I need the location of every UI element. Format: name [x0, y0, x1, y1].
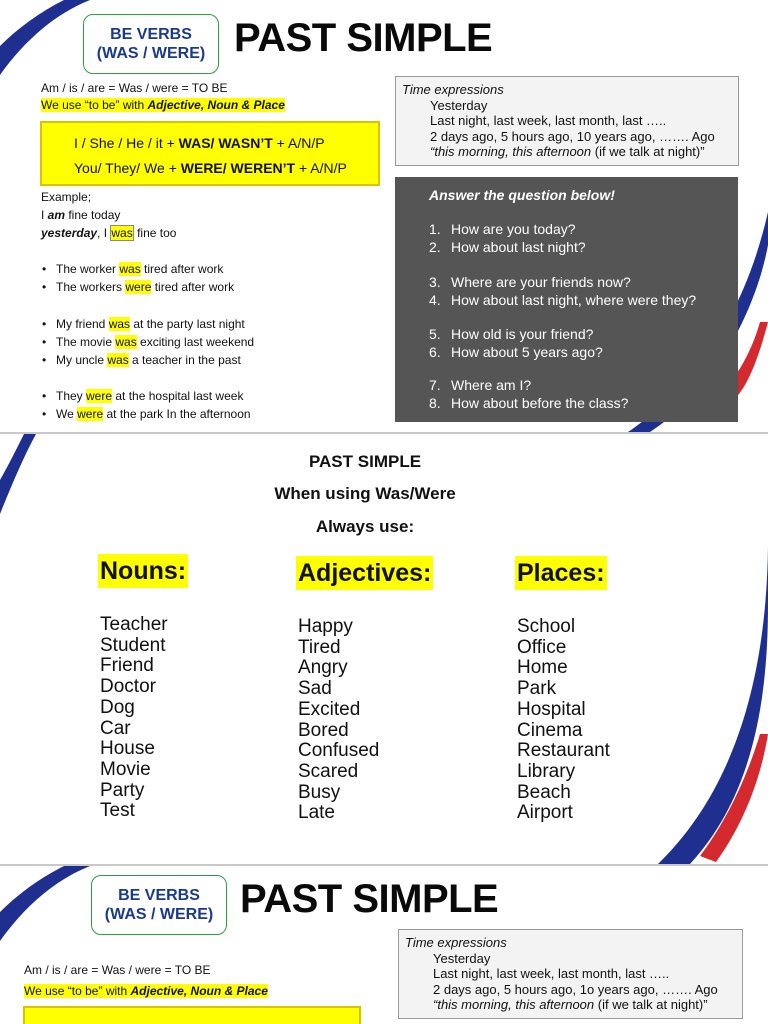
time-expressions-box	[398, 929, 743, 1019]
usage-note	[24, 984, 268, 998]
word-item: Office	[517, 636, 567, 658]
question-text: How about before the class?	[451, 395, 629, 411]
question-item	[429, 221, 576, 237]
sentence-verb-highlight: were	[77, 407, 104, 421]
word-item: Restaurant	[517, 740, 610, 762]
slide-subtitle: When using Was/Were	[274, 484, 456, 503]
time-expressions-heading: Time expressions	[405, 935, 507, 950]
usage-prefix: We use “to be” with	[41, 98, 148, 112]
example-time-word: yesterday	[41, 226, 98, 240]
word-item: Airport	[517, 802, 573, 824]
word-item: Sad	[298, 678, 332, 700]
formula-row-plural	[74, 160, 347, 176]
sentence-rest: a teacher in the past	[128, 353, 241, 367]
usage-prefix: We use “to be” with	[24, 984, 131, 998]
usage-note	[41, 98, 285, 112]
formula-tail: + A/N/P	[272, 135, 325, 151]
badge-line2: (WAS / WERE)	[104, 906, 214, 923]
time-expression-italic: “this morning, this afternoon	[433, 997, 595, 1012]
word-item: Doctor	[100, 676, 156, 698]
example-sentence	[41, 351, 254, 369]
word-item: Home	[517, 657, 568, 679]
example-sentence	[41, 387, 251, 405]
question-number: 4.	[429, 292, 441, 308]
adjectives-heading: Adjectives:	[296, 556, 433, 590]
sentence-subject: We	[56, 407, 78, 421]
sentence-verb-highlight: was	[108, 317, 131, 331]
question-item	[429, 377, 531, 393]
word-item: Late	[298, 802, 335, 824]
formula-tail: + A/N/P	[295, 160, 347, 176]
question-text: How about 5 years ago?	[451, 344, 603, 360]
sentence-subject: My friend	[56, 317, 109, 331]
word-item: Park	[517, 678, 557, 700]
questions-box	[395, 177, 738, 422]
time-expression-line: Last night, last week, last month, last …..	[433, 966, 670, 981]
badge-line1: BE VERBS	[118, 887, 200, 904]
sentence-rest: exciting last weekend	[136, 335, 255, 349]
question-text: Where am I?	[451, 377, 532, 393]
time-expression-line: Yesterday	[430, 97, 488, 113]
word-item: Beach	[517, 781, 571, 803]
example-text: fine too	[133, 226, 177, 240]
example-sentence	[41, 278, 234, 296]
word-item: Hospital	[517, 698, 586, 720]
question-number: 1.	[429, 221, 441, 237]
formula-verbs: WAS/ WASN’T	[178, 135, 273, 151]
formula-subjects: You/ They/ We +	[74, 160, 181, 176]
word-item: Angry	[298, 657, 348, 679]
formula-row-singular	[74, 135, 325, 151]
nouns-list	[100, 615, 168, 822]
word-item: Party	[100, 779, 145, 801]
time-expression-italic: “this morning, this afternoon	[430, 144, 592, 159]
to-be-rule: Am / is / are = Was / were = TO BE	[41, 81, 228, 95]
sentence-subject: My uncle	[56, 353, 108, 367]
sentence-verb-highlight: was	[119, 262, 141, 276]
word-item: Scared	[298, 760, 359, 782]
question-item	[429, 344, 603, 360]
question-item	[429, 239, 586, 255]
slide-be-verbs	[0, 0, 768, 432]
question-text: How old is your friend?	[451, 326, 594, 342]
example-verb: am	[47, 208, 66, 222]
formula-box	[40, 121, 380, 186]
time-expression-rest: (if we talk at night)”	[594, 997, 708, 1012]
sentence-rest: at the park In the afternoon	[103, 407, 251, 421]
example-text: I	[41, 208, 48, 222]
word-item: Movie	[100, 758, 151, 780]
example-text: , I	[97, 226, 111, 240]
question-text: How are you today?	[451, 221, 576, 237]
example-sentence	[41, 333, 254, 351]
time-expression-line: Last night, last week, last month, last …..	[430, 113, 667, 128]
slide-always-use	[0, 434, 768, 864]
example-sentence	[41, 405, 251, 423]
word-item: Friend	[100, 655, 154, 677]
question-number: 8.	[429, 395, 441, 411]
question-number: 2.	[429, 239, 441, 255]
example-past	[41, 226, 176, 240]
time-expression-line: 2 days ago, 5 hours ago, 10 years ago, ……. Ago	[430, 128, 715, 144]
question-text: How about last night?	[451, 239, 586, 255]
question-item	[429, 326, 593, 342]
sentence-subject: They	[56, 389, 87, 403]
badge-line2: (WAS / WERE)	[96, 45, 206, 62]
to-be-rule: Am / is / are = Was / were = TO BE	[24, 963, 211, 977]
time-expression-line: 2 days ago, 5 hours ago, 1o years ago, ……. Ago	[433, 981, 718, 997]
word-item: Car	[100, 717, 131, 739]
be-verbs-badge	[91, 875, 227, 935]
time-expressions-heading: Time expressions	[402, 82, 504, 97]
sentence-verb-highlight: were	[125, 280, 152, 294]
formula-verbs: WERE/ WEREN’T	[180, 160, 296, 176]
sentence-rest: tired after work	[140, 262, 224, 276]
sentence-subject: The workers	[56, 280, 126, 294]
sentence-verb-highlight: was	[107, 353, 129, 367]
sentence-subject: The movie	[56, 335, 116, 349]
question-item	[429, 274, 631, 290]
slide-be-verbs-repeat	[0, 866, 768, 1024]
slide-title: PAST SIMPLE	[308, 452, 422, 471]
sentence-subject: The worker	[56, 262, 120, 276]
time-expression-rest: (if we talk at night)”	[591, 144, 705, 159]
question-item	[429, 292, 696, 308]
example-list	[41, 387, 251, 423]
word-item: Test	[100, 800, 135, 822]
word-item: Student	[100, 634, 166, 656]
badge-line1: BE VERBS	[110, 26, 192, 43]
word-item: Dog	[100, 696, 135, 718]
example-label: Example;	[41, 190, 92, 204]
sentence-rest: tired after work	[151, 280, 235, 294]
question-number: 6.	[429, 344, 441, 360]
example-list	[41, 260, 234, 296]
example-verb: was	[111, 226, 133, 240]
page-title: PAST SIMPLE	[240, 877, 499, 921]
word-item: House	[100, 738, 155, 760]
be-verbs-badge	[83, 14, 219, 74]
sentence-rest: at the hospital last week	[112, 389, 244, 403]
time-expression-line	[399, 997, 742, 1013]
adjectives-list	[298, 617, 379, 824]
time-expression-line	[396, 144, 738, 160]
question-text: How about last night, where were they?	[451, 292, 697, 308]
word-item: Busy	[298, 781, 341, 803]
word-item: Cinema	[517, 719, 583, 741]
formula-subjects: I / She / He / it +	[74, 135, 179, 151]
question-number: 5.	[429, 326, 441, 342]
time-expressions-box	[395, 76, 739, 166]
nouns-heading: Nouns:	[98, 554, 188, 588]
usage-italic: Adjective, Noun & Place	[130, 984, 268, 998]
word-item: Confused	[298, 740, 380, 762]
sentence-verb-highlight: were	[86, 389, 113, 403]
slide-subtitle-2: Always use:	[315, 517, 415, 536]
places-list	[517, 617, 610, 824]
page-title: PAST SIMPLE	[234, 16, 493, 60]
word-item: Bored	[298, 719, 349, 741]
sentence-rest: at the party last night	[130, 317, 245, 331]
example-present	[41, 208, 120, 222]
word-item: Excited	[298, 698, 361, 720]
time-expression-line: Yesterday	[433, 950, 491, 966]
example-sentence	[41, 260, 234, 278]
questions-heading: Answer the question below!	[429, 187, 615, 203]
example-text: fine today	[65, 208, 121, 222]
question-item	[429, 395, 628, 411]
word-item: Teacher	[100, 614, 168, 635]
sentence-verb-highlight: was	[115, 335, 137, 349]
question-text: Where are your friends now?	[451, 274, 631, 290]
question-number: 3.	[429, 274, 441, 290]
example-sentence	[41, 315, 254, 333]
formula-box	[23, 1006, 361, 1024]
places-heading: Places:	[515, 556, 607, 590]
usage-italic: Adjective, Noun & Place	[147, 98, 285, 112]
word-item: Happy	[298, 616, 353, 637]
word-item: School	[517, 616, 576, 637]
question-number: 7.	[429, 377, 441, 393]
word-item: Tired	[298, 636, 341, 658]
example-list	[41, 315, 254, 369]
word-item: Library	[517, 760, 576, 782]
